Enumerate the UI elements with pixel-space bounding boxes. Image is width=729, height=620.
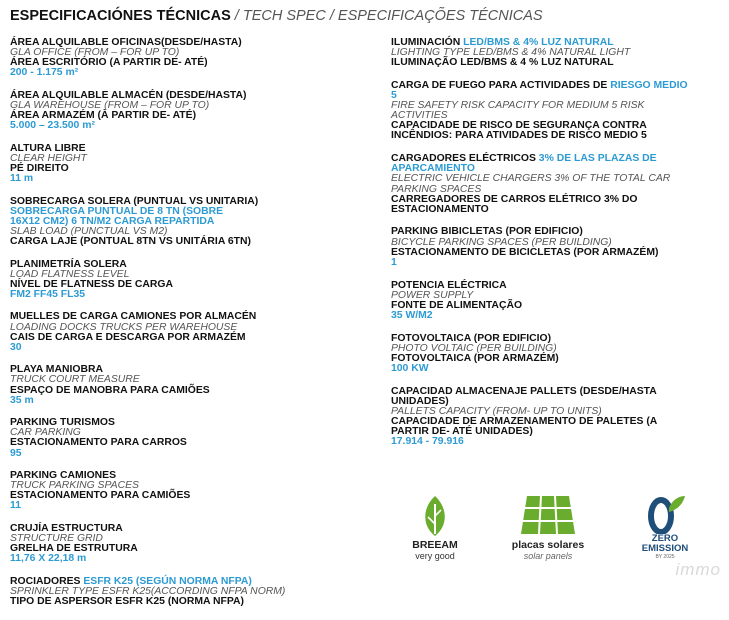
spec-title-highlight: RIESGO MEDIO 5 — [391, 79, 688, 102]
spec-title: ÁREA ALQUILABLE OFICINAS(DESDE/HASTA) — [10, 37, 242, 48]
spec-value: 30 — [10, 341, 22, 353]
spec-title-text: CARGADORES ELÉCTRICOS — [391, 153, 539, 165]
spec-list-right — [391, 38, 691, 460]
spec-value: 1 — [391, 256, 397, 268]
spec-pt: CARGA LAJE (PONTUAL 8TN VS UNITÁRIA 6TN) — [10, 236, 251, 247]
spec-title: FOTOVOLTAICA (POR EDIFICIO) — [391, 332, 552, 344]
page-title — [10, 8, 543, 24]
solar-label: placas solares — [511, 539, 585, 551]
spec-en: BICYCLE PARKING SPACES (PER BUILDING) — [391, 236, 612, 248]
spec-pt: GRELHA DE ESTRUTURA — [10, 543, 138, 555]
zero-label-year: BY 2025 — [655, 554, 675, 560]
zero-emission-icon — [643, 494, 687, 534]
spec-title: ALTURA LIBRE — [10, 142, 86, 154]
breeam-label: BREEAM — [412, 539, 458, 551]
certification-badges — [400, 494, 720, 586]
spec-en: TRUCK PARKING SPACES — [10, 480, 139, 492]
spec-title: PARKING BIBICLETAS (POR EDIFICIO) — [391, 226, 583, 238]
spec-bicycle-parking — [391, 227, 691, 267]
spec-pt: ÁREA ESCRITÓRIO (A PARTIR DE- ATÉ) — [10, 57, 208, 69]
spec-title: PLAYA MANIOBRA — [10, 364, 103, 376]
spec-value: 16X12 CM2) 6 TN/M2 CARGA REPARTIDA — [10, 215, 215, 227]
spec-ev-chargers — [391, 154, 691, 215]
spec-title: CRUJÍA ESTRUCTURA — [10, 522, 123, 534]
spec-pt: ESTACIONAMENTO PARA CAMIÕES — [10, 490, 191, 502]
spec-truck-court — [10, 365, 382, 405]
spec-title-text: ROCIADORES — [10, 575, 84, 587]
spec-gla-office — [10, 38, 382, 78]
spec-structure-grid — [10, 524, 382, 564]
spec-flatness — [10, 260, 382, 300]
spec-title-text: ILUMINACIÓN — [391, 37, 464, 48]
spec-pt: CARREGADORES DE CARROS ELÉTRICO 3% DO ESTACIONAMENTO — [391, 193, 638, 215]
spec-value: 100 KW — [391, 362, 429, 374]
spec-title-highlight: 3% DE LAS PLAZAS DE APARCAMIENTO — [391, 153, 657, 175]
spec-pt: ILUMINAÇÃO LED/BMS & 4 % LUZ NATURAL — [391, 57, 614, 69]
spec-gla-warehouse — [10, 91, 382, 131]
spec-title: POTENCIA ELÉCTRICA — [391, 279, 507, 291]
watermark: immo — [675, 560, 721, 579]
spec-value: 11 — [10, 500, 21, 512]
spec-car-parking — [10, 418, 382, 458]
spec-en: SLAB LOAD (PUNCTUAL VS M2) — [10, 225, 168, 237]
spec-title: PLANIMETRÍA SOLERA — [10, 258, 127, 270]
spec-en: PALLETS CAPACITY (FROM- UP TO UNITS) — [391, 405, 602, 417]
spec-fire-load — [391, 81, 691, 142]
spec-en: PHOTO VOLTAIC (PER BUILDING) — [391, 342, 557, 354]
title-translations: / TECH SPEC / ESPECIFICAÇÕES TÉCNICAS — [230, 8, 543, 24]
spec-en: CAR PARKING — [10, 427, 81, 439]
spec-pt: CAPACIDADE DE ARMAZENAMENTO DE PALETES (A PARTIR DE- ATÉ UNIDADES) — [391, 415, 657, 438]
spec-pt: ESPAÇO DE MANOBRA PARA CAMIÕES — [10, 384, 210, 396]
spec-value: 11 m — [10, 173, 34, 185]
spec-truck-parking — [10, 471, 382, 511]
leaf-icon — [412, 494, 458, 538]
solar-sublabel: solar panels — [523, 551, 573, 561]
spec-lighting — [391, 38, 691, 68]
spec-value: FM2 FF45 FL35 — [10, 288, 86, 300]
spec-pt: ESTACIONAMENTO DE BICICLETAS (POR ARMAZÉM) — [391, 246, 659, 258]
spec-slab-load — [10, 197, 382, 247]
spec-pt: PÉ DIREITO — [10, 162, 69, 174]
spec-title-highlight: LED/BMS & 4% LUZ NATURAL — [463, 37, 614, 48]
zero-label-line1: ZERO — [651, 533, 679, 544]
spec-pallet-capacity — [391, 387, 691, 448]
spec-en: LIGHTING TYPE LED/BMS & 4% NATURAL LIGHT — [391, 47, 631, 59]
spec-value: 95 — [10, 447, 22, 459]
spec-title: PARKING TURISMOS — [10, 417, 115, 429]
spec-pt: ESTACIONAMENTO PARA CARROS — [10, 437, 187, 449]
spec-value: 11,76 X 22,18 m — [10, 553, 87, 565]
spec-en: LOADING DOCKS TRUCKS PER WAREHOUSE — [10, 321, 238, 333]
spec-title-text: CARGA DE FUEGO PARA ACTIVIDADES DE — [391, 79, 611, 91]
spec-en: POWER SUPPLY — [391, 289, 474, 301]
spec-en: LOAD FLATNESS LEVEL — [10, 268, 130, 280]
solar-panels-badge — [505, 494, 591, 562]
zero-emission-badge — [625, 494, 705, 560]
spec-clear-height — [10, 144, 382, 184]
spec-title — [391, 154, 691, 174]
spec-pt: FONTE DE ALIMENTAÇÃO — [391, 299, 523, 311]
spec-list-left — [10, 38, 382, 620]
spec-pt: CAIS DE CARGA E DESCARGA POR ARMAZÉM — [10, 331, 246, 343]
spec-title: MUELLES DE CARGA CAMIONES POR ALMACÉN — [10, 311, 257, 323]
spec-value: 200 - 1.175 m² — [10, 67, 79, 79]
spec-en: GLA OFFICE (FROM – FOR UP TO) — [10, 47, 180, 59]
spec-pt: FOTOVOLTAICA (POR ARMAZÉM) — [391, 352, 559, 364]
spec-title: CAPACIDAD ALMACENAJE PALLETS (DESDE/HASTA UNIDADES) — [391, 385, 657, 407]
title-es: ESPECIFICACIÓNES TÉCNICAS — [10, 8, 231, 24]
spec-en: GLA WAREHOUSE (FROM – FOR UP TO) — [10, 99, 210, 111]
spec-sprinklers — [10, 577, 382, 607]
spec-value: SOBRECARGA PUNTUAL DE 8 TN (SOBRE — [10, 205, 224, 217]
spec-value: 35 m — [10, 394, 34, 406]
spec-pt: CAPACIDADE DE RISCO DE SEGURANÇA CONTRA INCÊNDIOS: PARA ATIVIDADES DE RISCO MEDIO 5 — [391, 120, 647, 142]
spec-en: TRUCK COURT MEASURE — [10, 374, 140, 386]
spec-value: 35 W/M2 — [391, 309, 433, 321]
spec-photovoltaic — [391, 334, 691, 374]
spec-loading-docks — [10, 312, 382, 352]
spec-pt: TIPO DE ASPERSOR ESFR K25 (NORMA NFPA) — [10, 596, 245, 608]
breeam-rating: very good — [415, 551, 455, 561]
spec-pt: NÍVEL DE FLATNESS DE CARGA — [10, 278, 173, 290]
spec-title: ÁREA ALQUILABLE ALMACÉN (DESDE/HASTA) — [10, 89, 247, 101]
spec-title-highlight: ESFR K25 (SEGÚN NORMA NFPA) — [83, 575, 252, 587]
spec-title: PARKING CAMIONES — [10, 470, 117, 482]
spec-en: SPRINKLER TYPE ESFR K25(ACCORDING NFPA NORM) — [10, 585, 286, 597]
spec-en: CLEAR HEIGHT — [10, 152, 87, 164]
breeam-badge — [400, 494, 470, 562]
zero-label-line2: EMISSION — [641, 543, 689, 554]
spec-en: ELECTRIC VEHICLE CHARGERS 3% OF THE TOTAL CAR PARKING SPACES — [391, 173, 671, 195]
spec-en: FIRE SAFETY RISK CAPACITY FOR MEDIUM 5 RISK ACTIVITIES — [391, 100, 645, 122]
spec-value: 17.914 - 79.916 — [391, 436, 464, 448]
spec-title — [391, 81, 691, 101]
spec-title: SOBRECARGA SOLERA (PUNTUAL VS UNITARIA) — [10, 195, 259, 207]
spec-pt: ÁREA ARMAZÉM (À PARTIR DE- ATÉ) — [10, 110, 197, 122]
spec-value: 5.000 – 23.500 m² — [10, 120, 95, 132]
spec-power-supply — [391, 281, 691, 321]
solar-panel-icon — [519, 494, 577, 536]
spec-en: STRUCTURE GRID — [10, 533, 103, 545]
